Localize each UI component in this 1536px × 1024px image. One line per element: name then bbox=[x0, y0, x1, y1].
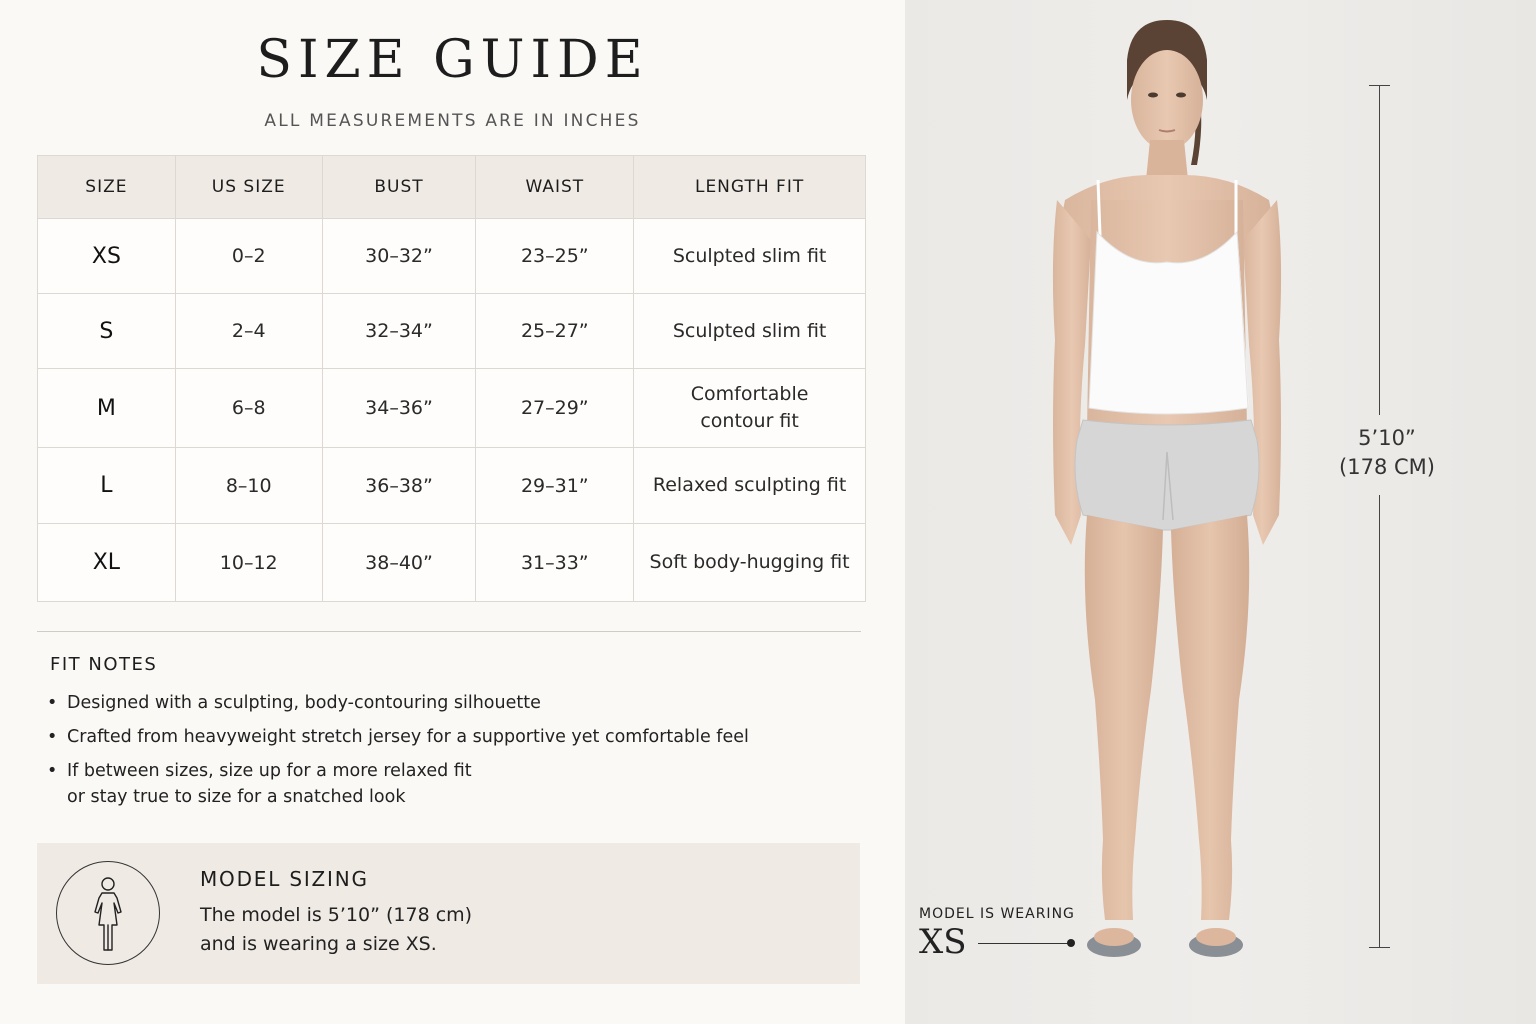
table-row bbox=[38, 448, 866, 524]
note-line: If between sizes, size up for a more relaxed fit bbox=[67, 761, 472, 781]
height-line-lower bbox=[1379, 495, 1380, 947]
wearing-size: XS bbox=[919, 922, 967, 962]
fit-line: Comfortable bbox=[690, 383, 809, 405]
model-illustration bbox=[905, 0, 1536, 1024]
cell-us-size: 6–8 bbox=[175, 369, 322, 448]
bullet: • bbox=[47, 693, 58, 713]
cell-length-fit bbox=[634, 219, 866, 294]
table-header-row bbox=[38, 156, 866, 219]
model-sizing-line: The model is 5’10” (178 cm) bbox=[200, 904, 473, 926]
cell-size: L bbox=[38, 448, 176, 524]
model-photo-panel bbox=[905, 0, 1536, 1024]
fit-line: Sculpted slim fit bbox=[672, 244, 827, 267]
list-item bbox=[47, 724, 867, 750]
bullet: • bbox=[47, 727, 58, 747]
cell-length-fit bbox=[634, 524, 866, 602]
note-line: Crafted from heavyweight stretch jersey for a supportive yet comfortable feel bbox=[67, 727, 749, 747]
wearing-label: MODEL IS WEARING bbox=[919, 906, 1075, 922]
cell-length-fit bbox=[634, 448, 866, 524]
cell-bust: 34–36” bbox=[322, 369, 476, 448]
wearing-pointer-line bbox=[978, 943, 1070, 944]
cell-bust: 30–32” bbox=[322, 219, 476, 294]
table-row bbox=[38, 294, 866, 369]
fit-line: contour fit bbox=[700, 410, 799, 432]
cell-length-fit bbox=[634, 369, 866, 448]
cell-us-size: 10–12 bbox=[175, 524, 322, 602]
height-label-imperial: 5’10” bbox=[1358, 426, 1416, 450]
fit-notes-heading: FIT NOTES bbox=[50, 654, 158, 675]
cell-size: XS bbox=[38, 219, 176, 294]
fit-line: Sculpted slim fit bbox=[672, 319, 827, 342]
height-label bbox=[1317, 424, 1457, 482]
model-sizing-line: and is wearing a size XS. bbox=[200, 933, 437, 955]
size-table bbox=[37, 155, 866, 602]
column-header-us-size: US SIZE bbox=[175, 156, 322, 219]
fit-notes-list bbox=[47, 690, 867, 818]
page-subtitle: ALL MEASUREMENTS ARE IN INCHES bbox=[264, 111, 641, 131]
cell-waist: 23–25” bbox=[476, 219, 634, 294]
fit-line: Relaxed sculpting fit bbox=[652, 474, 847, 496]
note-line: Designed with a sculpting, body-contouring silhouette bbox=[67, 693, 541, 713]
cell-bust: 36–38” bbox=[322, 448, 476, 524]
cell-us-size: 8–10 bbox=[175, 448, 322, 524]
model-shorts bbox=[1075, 420, 1259, 530]
person-icon bbox=[56, 861, 160, 965]
cell-size: M bbox=[38, 369, 176, 448]
model-sizing-heading: MODEL SIZING bbox=[200, 867, 369, 891]
cell-waist: 29–31” bbox=[476, 448, 634, 524]
model-head bbox=[1131, 50, 1203, 150]
height-marker-bottom bbox=[1369, 947, 1390, 948]
cell-size: XL bbox=[38, 524, 176, 602]
height-label-metric: (178 CM) bbox=[1339, 455, 1435, 479]
model-left-leg bbox=[1085, 515, 1163, 920]
fit-line: Soft body-hugging fit bbox=[649, 551, 850, 573]
height-line-upper bbox=[1379, 85, 1380, 415]
model-sizing-box bbox=[37, 843, 860, 984]
bullet: • bbox=[47, 761, 58, 781]
note-line: or stay true to size for a snatched look bbox=[67, 787, 406, 807]
cell-waist: 25–27” bbox=[476, 294, 634, 369]
table-row bbox=[38, 369, 866, 448]
cell-size: S bbox=[38, 294, 176, 369]
cell-length-fit bbox=[634, 294, 866, 369]
list-item bbox=[47, 758, 867, 810]
cell-waist: 31–33” bbox=[476, 524, 634, 602]
table-row bbox=[38, 524, 866, 602]
model-sizing-text bbox=[200, 901, 472, 959]
page-title: SIZE GUIDE bbox=[256, 30, 649, 90]
cell-waist: 27–29” bbox=[476, 369, 634, 448]
column-header-size: SIZE bbox=[38, 156, 176, 219]
list-item bbox=[47, 690, 867, 716]
model-right-leg bbox=[1171, 515, 1249, 920]
wearing-pointer-dot bbox=[1067, 939, 1075, 947]
column-header-length-fit: LENGTH FIT bbox=[634, 156, 866, 219]
table-row bbox=[38, 219, 866, 294]
section-divider bbox=[37, 631, 861, 632]
cell-us-size: 2–4 bbox=[175, 294, 322, 369]
cell-bust: 32–34” bbox=[322, 294, 476, 369]
column-header-waist: WAIST bbox=[476, 156, 634, 219]
cell-us-size: 0–2 bbox=[175, 219, 322, 294]
cell-bust: 38–40” bbox=[322, 524, 476, 602]
model-neck bbox=[1146, 140, 1188, 180]
column-header-bust: BUST bbox=[322, 156, 476, 219]
